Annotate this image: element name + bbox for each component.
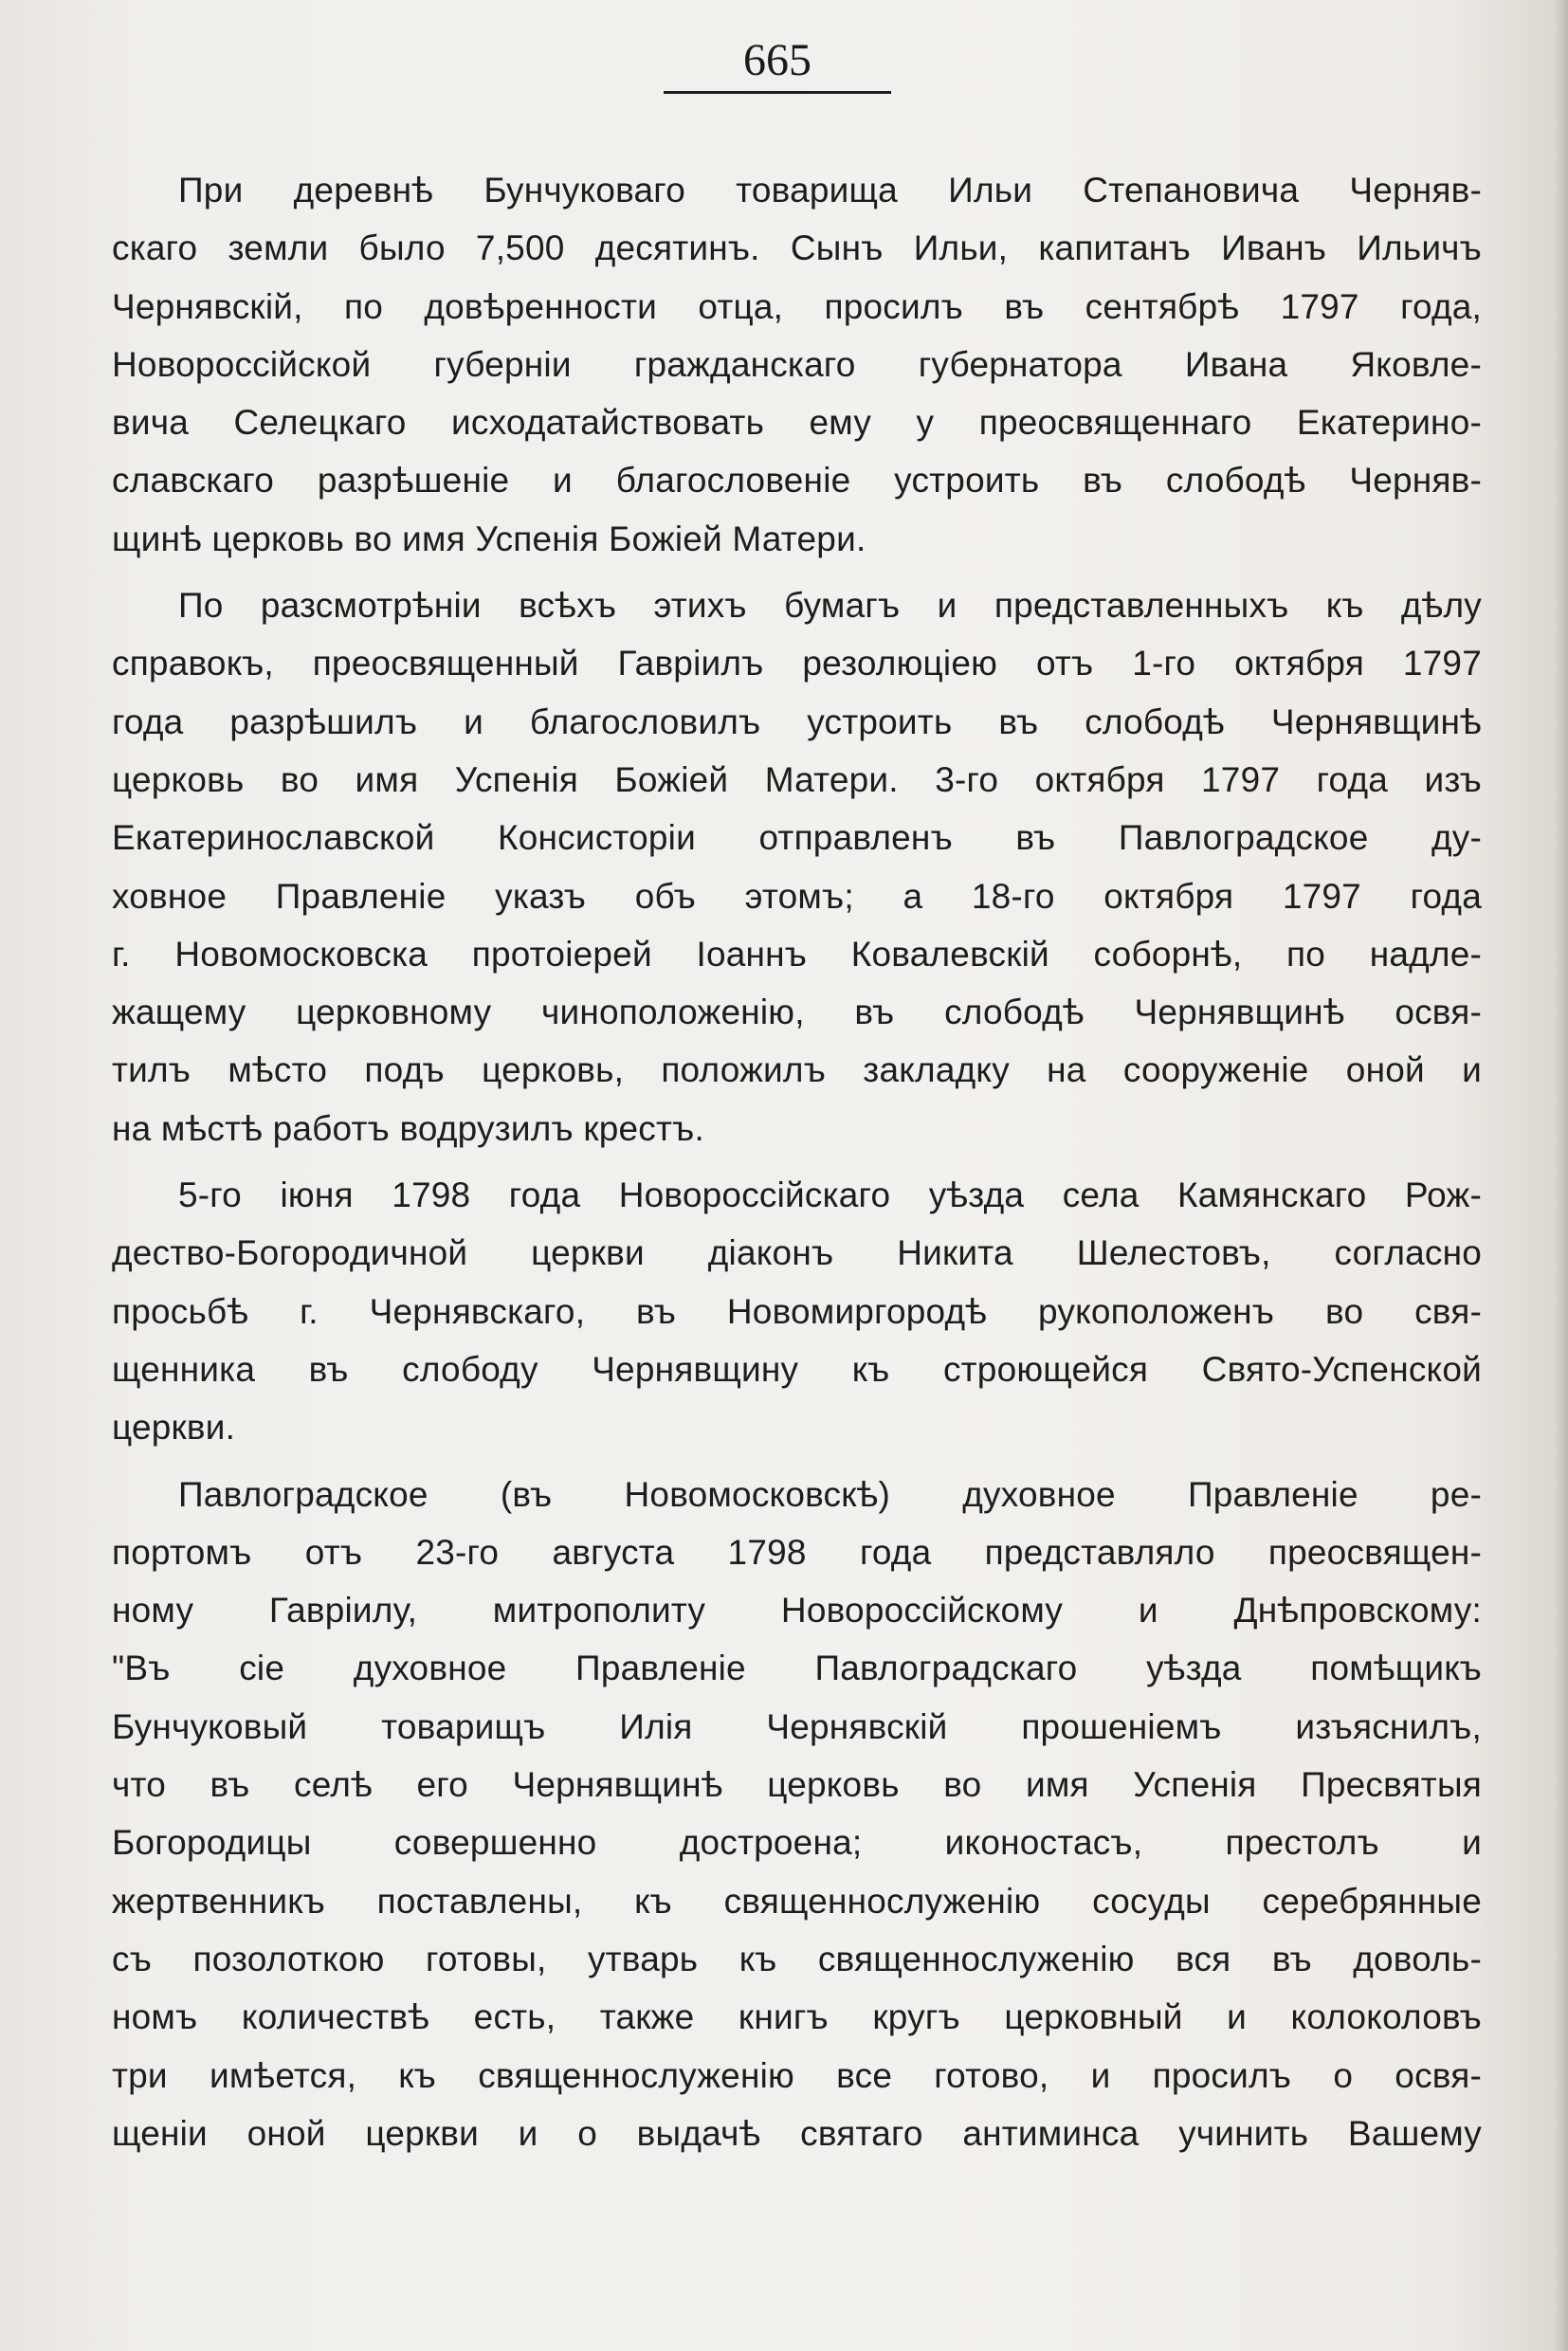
text-line: г. Новомосковска протоіерей Іоаннъ Ковалевскій соборнѣ, по надле-	[112, 934, 1482, 974]
text-line: дество-Богородичной церкви діаконъ Никита Шелестовъ, согласно	[112, 1233, 1482, 1273]
text-line: При деревнѣ Бунчуковаго товарища Ильи Степановича Черняв-	[178, 171, 1482, 210]
text-line: Новороссійской губерніи гражданскаго губернатора Ивана Яковле-	[112, 344, 1482, 384]
text-line: Екатеринославской Консисторіи отправленъ въ Павлоградское ду-	[112, 818, 1482, 858]
text-line: 5-го іюня 1798 года Новороссійскаго уѣзда села Камянскаго Рож-	[178, 1176, 1482, 1215]
text-line: скаго земли было 7,500 десятинъ. Сынъ Ильи, капитанъ Иванъ Ильичъ	[112, 228, 1482, 268]
text-line: съ позолоткою готовы, утварь къ священнослуженію вся въ доволь-	[112, 1939, 1482, 1978]
text-line: Бунчуковый товарищъ Илія Чернявскій прошеніемъ изъяснилъ,	[112, 1706, 1482, 1746]
text-line: церкви.	[112, 1408, 236, 1448]
text-line: церковь во имя Успенія Божіей Матери. 3-го октября 1797 года изъ	[112, 759, 1482, 799]
paragraph-gap	[112, 1457, 1482, 1466]
page-edge-shadow	[1555, 0, 1568, 2351]
paragraph	[112, 1466, 1482, 2163]
text-line: славскаго разрѣшеніе и благословеніе устроить въ слободѣ Черняв-	[112, 461, 1482, 501]
text-line: что въ селѣ его Чернявщинѣ церковь во имя Успенія Пресвятыя	[112, 1765, 1482, 1805]
text-line: портомъ отъ 23-го августа 1798 года представляло преосвящен-	[112, 1532, 1482, 1572]
text-line: По разсмотрѣніи всѣхъ этихъ бумагъ и представленныхъ къ дѣлу	[178, 586, 1482, 626]
text-line: Богородицы совершенно достроена; иконостасъ, престолъ и	[112, 1823, 1482, 1863]
page-number-underline	[664, 91, 891, 94]
text-line: три имѣется, къ священнослуженію все готово, и просилъ о освя-	[112, 2055, 1482, 2095]
text-line: ховное Правленіе указъ объ этомъ; а 18-го октября 1797 года	[112, 876, 1482, 916]
text-line: справокъ, преосвященный Гавріилъ резолюціею отъ 1-го октября 1797	[112, 644, 1482, 683]
paragraph	[112, 1166, 1482, 1456]
text-line: номъ количествѣ есть, также книгъ кругъ церковный и колоколовъ	[112, 1997, 1482, 2037]
page-number: 665	[743, 35, 811, 85]
paragraph	[112, 161, 1482, 568]
text-line: на мѣстѣ работъ водрузилъ крестъ.	[112, 1108, 704, 1148]
text-line: щеніи оной церкви и о выдачѣ святаго антиминса учинить Вашему	[112, 2113, 1482, 2153]
text-line: щенника въ слободу Чернявщину къ строющейся Свято-Успенской	[112, 1349, 1482, 1389]
paragraph-gap	[112, 568, 1482, 576]
text-line: жащему церковному чиноположенію, въ слободѣ Чернявщинѣ освя-	[112, 993, 1482, 1032]
paragraph-gap	[112, 1157, 1482, 1166]
text-line: тилъ мѣсто подъ церковь, положилъ закладку на сооруженіе оной и	[112, 1050, 1482, 1090]
paragraph	[112, 576, 1482, 1157]
text-line: жертвенникъ поставлены, къ священнослуженію сосуды серебрянные	[112, 1881, 1482, 1921]
text-line: "Въ сіе духовное Правленіе Павлоградскаго уѣзда помѣщикъ	[112, 1649, 1482, 1688]
text-line: ному Гавріилу, митрополиту Новороссійскому и Днѣпровскому:	[112, 1591, 1482, 1631]
text-line: Чернявскій, по довѣренности отца, просилъ въ сентябрѣ 1797 года,	[112, 286, 1482, 326]
body-text	[112, 161, 1482, 2162]
text-line: года разрѣшилъ и благословилъ устроить въ слободѣ Чернявщинѣ	[112, 702, 1482, 741]
text-line: вича Селецкаго исходатайствовать ему у преосвященнаго Екатерино-	[112, 403, 1482, 443]
text-line: Павлоградское (въ Новомосковскѣ) духовное Правленіе ре-	[178, 1474, 1482, 1514]
text-line: щинѣ церковь во имя Успенія Божіей Матери.	[112, 519, 866, 558]
text-line: просьбѣ г. Чернявскаго, въ Новомиргородѣ рукоположенъ во свя-	[112, 1291, 1482, 1331]
